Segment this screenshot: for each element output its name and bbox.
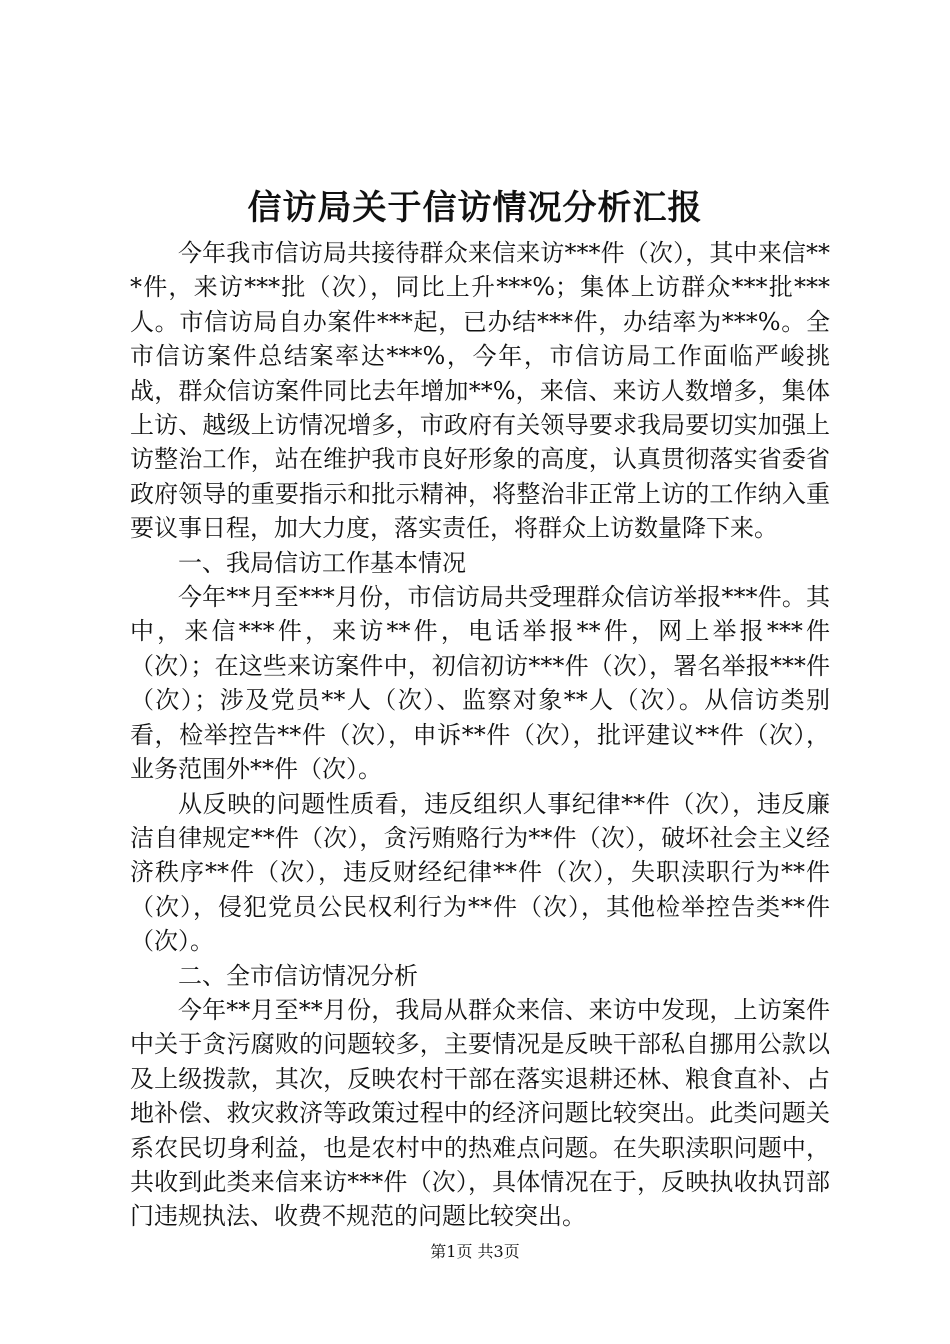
section-heading-2: 二、全市信访情况分析 (178, 961, 418, 990)
document-body (130, 236, 830, 1234)
paragraph-problem-nature: 从反映的问题性质看，违反组织人事纪律**件（次），违反廉洁自律规定**件（次），贪污贿赂行为**件（次），破坏社会主义经济秩序**件（次），违反财经纪律**件（次），失职渎职行为**件（次），侵犯党员公民权利行为**件（次），其他检举控告类**件（次）。 (130, 789, 830, 956)
paragraph-analysis: 今年**月至**月份，我局从群众来信、来访中发现，上访案件中关于贪污腐败的问题较多，主要情况是反映干部私自挪用公款以及上级拨款，其次，反映农村干部在落实退耕还林、粮食直补、占地补偿、救灾救济等政策过程中的经济问题比较突出。此类问题关系农民切身利益，也是农村中的热难点问题。在失职渎职问题中，共收到此类来信来访***件（次），具体情况在于，反映执收执罚部门违规执法、收费不规范的问题比较突出。 (130, 995, 830, 1231)
paragraph-intro: 今年我市信访局共接待群众来信来访***件（次），其中来信***件，来访***批（次），同比上升***%；集体上访群众***批***人。市信访局自办案件***起，已办结***件，办结率为***%。全市信访案件总结案率达***%，今年，市信访局工作面临严峻挑战，群众信访案件同比去年增加**%，来信、来访人数增多，集体上访、越级上访情况增多，市政府有关领导要求我局要切实加强上访整治工作，站在维护我市良好形象的高度，认真贯彻落实省委省政府领导的重要指示和批示精神，将整治非正常上访的工作纳入重要议事日程，加大力度，落实责任，将群众上访数量降下来。 (130, 239, 830, 543)
page-title: 信访局关于信访情况分析汇报 (247, 188, 703, 228)
paragraph-basic-situation: 今年**月至***月份，市信访局共受理群众信访举报***件。其中，来信***件，来访**件，电话举报**件，网上举报***件（次）；在这些来访案件中，初信初访***件（次），署名举报***件（次）；涉及党员**人（次）、监察对象**人（次）。从信访类别看，检举控告**件（次），申诉**件（次），批评建议**件（次），业务范围外**件（次）。 (130, 583, 830, 784)
section-heading-1: 一、我局信访工作基本情况 (178, 548, 466, 577)
page-footer: 第1页 共3页 (430, 1242, 520, 1261)
